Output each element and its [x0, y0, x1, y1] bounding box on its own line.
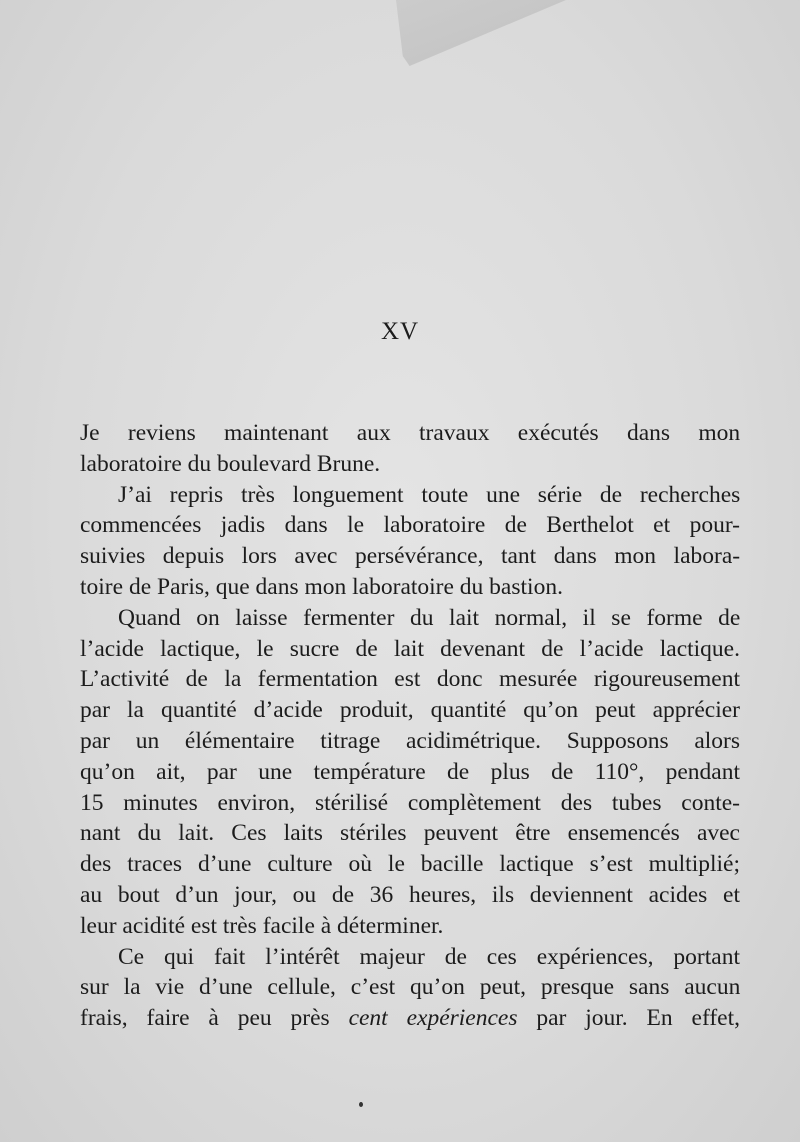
text-line: au bout d’un jour, ou de 36 heures, ils deviennent acides et	[80, 881, 740, 908]
text-line-last	[80, 1003, 740, 1034]
text-line: l’acide lactique, le sucre de lait devenant de l’acide lactique.	[80, 635, 740, 662]
text-line: nant du lait. Ces laits stériles peuvent être ensemencés avec	[80, 820, 740, 847]
body-text	[80, 418, 740, 1034]
chapter-number: XV	[380, 318, 420, 345]
text-line: suivies depuis lors avec persévérance, tant dans mon labora-	[80, 543, 741, 570]
paper-tab-fragment	[396, 0, 566, 66]
text-line: leur acidité est très facile à déterminer.	[80, 912, 444, 939]
text-line: par la quantité d’acide produit, quantité qu’on peut apprécier	[80, 697, 740, 724]
text-line: par un élémentaire titrage acidimétrique. Supposons alors	[80, 727, 740, 754]
text-line: Quand on laisse fermenter du lait normal, il se forme de	[118, 604, 741, 631]
text-line: commencées jadis dans le laboratoire de Berthelot et pour-	[80, 512, 740, 539]
text-line: J’ai repris très longuement toute une série de recherches	[118, 481, 741, 508]
text-line: toire de Paris, que dans mon laboratoire du bastion.	[80, 573, 563, 600]
text-line: sur la vie d’une cellule, c’est qu’on peut, presque sans aucun	[80, 974, 741, 1001]
text-segment: frais, faire à peu près	[80, 1005, 349, 1032]
text-line: Ce qui fait l’intérêt majeur de ces expériences, portant	[118, 943, 740, 970]
italic-phrase: cent expériences	[348, 1005, 518, 1032]
paper-speck	[359, 1102, 363, 1107]
text-line: laboratoire du boulevard Brune.	[80, 450, 381, 477]
text-line: 15 minutes environ, stérilisé complètement des tubes conte-	[80, 789, 740, 816]
text-segment: par jour. En effet,	[517, 1005, 741, 1032]
text-line: des traces d’une culture où le bacille lactique s’est multiplié;	[80, 851, 740, 878]
text-line: qu’on ait, par une température de plus de 110°, pendant	[80, 758, 740, 785]
text-line: L’activité de la fermentation est donc mesurée rigoureusement	[80, 666, 740, 693]
text-line: Je reviens maintenant aux travaux exécutés dans mon	[80, 420, 741, 446]
